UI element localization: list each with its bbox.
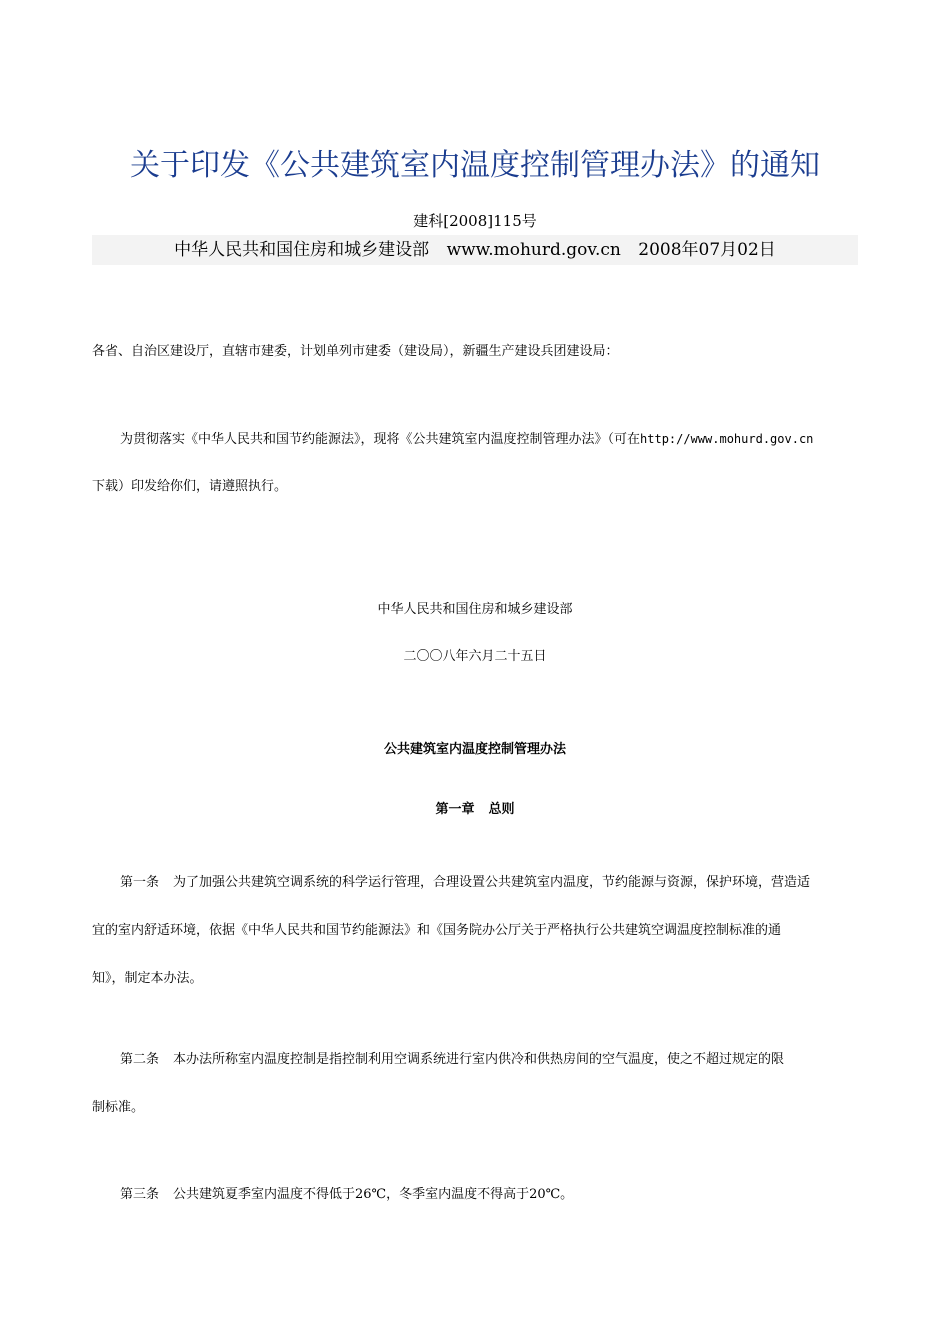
chapter-number: 第一章 [435,802,475,817]
publication-date: 2008年07月02日 [638,240,776,260]
article-1-label: 第一条 [120,875,160,890]
document-title: 关于印发《公共建筑室内温度控制管理办法》的通知 [130,148,820,183]
article-3 [92,1185,858,1233]
article-2-line-2: 制标准。 [92,1100,145,1115]
article-1-line-3: 知》，制定本办法。 [92,971,203,986]
article-2 [92,1050,858,1146]
recipients-line: 各省、自治区建设厅，直辖市建委，计划单列市建委（建设局），新疆生产建设兵团建设局： [92,344,619,359]
measures-title: 公共建筑室内温度控制管理办法 [383,742,566,757]
intro-line-2: 下载）印发给你们，请遵照执行。 [92,479,288,494]
article-3-line-1: 第三条 公共建筑夏季室内温度不得低于26℃，冬季室内温度不得高于20℃。 [120,1187,574,1202]
recipients-paragraph [92,342,858,390]
article-3-label: 第三条 [120,1187,160,1202]
intro-line-1 [92,429,858,477]
article-2-label: 第二条 [120,1052,160,1067]
intro-text: 为贯彻落实《中华人民共和国节约能源法》，现将《公共建筑室内温度控制管理办法》（可在 [120,432,641,447]
document-number: 建科[2008]115号 [413,212,537,230]
chapter-name: 总则 [488,802,515,817]
publisher-website: www.mohurd.gov.cn [446,240,621,260]
download-link[interactable]: http://www.mohurd.gov.cn [640,432,814,446]
publication-info-bar [92,235,858,265]
article-1-line-1: 第一条 为了加强公共建筑空调系统的科学运行管理，合理设置公共建筑室内温度，节约能源与资源，保护环境，营造适 [120,875,811,890]
article-1-line-2: 宜的室内舒适环境，依据《中华人民共和国节约能源法》和《国务院办公厅关于严格执行公共建筑空调温度控制标准的通 [92,923,782,938]
article-2-line-1: 第二条 本办法所称室内温度控制是指控制利用空调系统进行室内供冷和供热房间的空气温度，使之不超过规定的限 [120,1052,785,1067]
intro-paragraph [92,429,858,525]
signature-date: 二〇〇八年六月二十五日 [403,649,547,664]
publisher-name: 中华人民共和国住房和城乡建设部 [174,240,430,260]
chapter-heading [0,800,950,820]
article-1 [92,873,858,1017]
signature-issuer: 中华人民共和国住房和城乡建设部 [377,602,573,617]
